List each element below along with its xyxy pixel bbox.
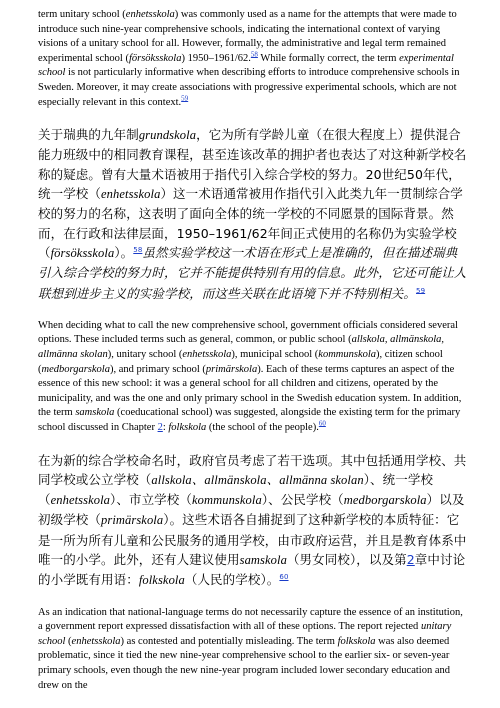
italic-term: enhetsskola: [182, 349, 232, 361]
text: 关于瑞典的九年制: [38, 127, 139, 143]
text: ）以及初级学校（: [38, 492, 465, 528]
text: ）这一术语通常被用作指代引入此类九年一贯制综合学校的努力的名称，这表明了面向全体的统一学校的不同愿景的国际背景。然而，在行政和法律层面，1950–1961/62年间正式使用的名称仍为实验学校（: [38, 186, 463, 260]
footnote-link-59[interactable]: 59: [416, 286, 426, 295]
italic-term: medborgarskola: [41, 363, 110, 375]
italic-term: försöksskola: [50, 245, 115, 260]
text: ）。这些术语各自捕捉到了这种新学校的本质特征：它是一所为所有儿童和公民服务的通用学校，由市政府运营，并且是教育体系中唯一的小学。此外，还有人建议使用: [38, 512, 467, 568]
text: term unitary school (: [38, 9, 126, 20]
footnote-link-60[interactable]: 60: [279, 573, 289, 582]
text: (the school of the people).: [206, 421, 319, 433]
text: ）。: [114, 244, 134, 260]
footnote-link-59[interactable]: 59: [181, 94, 189, 103]
text: ), unitary school (: [107, 349, 183, 361]
italic-term: folkskola: [138, 573, 185, 588]
footnote-link-60[interactable]: 60: [318, 419, 326, 428]
chapter-link[interactable]: 2: [157, 421, 163, 433]
italic-term: experimental school: [38, 52, 454, 79]
paragraph-1-chinese: [38, 125, 468, 304]
text: ) 1950–1961/62.: [181, 52, 251, 64]
text: （人民的学校）。: [184, 572, 280, 588]
italic-term: primärskola: [205, 363, 258, 375]
text: （男女同校），以及第: [286, 552, 407, 568]
italic-term: grundskola: [138, 128, 197, 143]
italic-term: primärskola: [101, 513, 164, 528]
footnote-link-58[interactable]: 58: [250, 50, 258, 59]
italic-term: kommunskola: [191, 493, 262, 508]
document-page: [38, 8, 468, 708]
italic-term: allskola, allmänskola, allmänna skolan: [38, 334, 445, 361]
text: is not particularly informative when describing efforts to introduce comprehensive schools in Sweden. Moreover, it may create associations with progressive experimental schools, which are not especially relevant in this context.: [38, 67, 460, 108]
text: ）、市立学校（: [110, 492, 192, 508]
paragraph-2-chinese: [38, 451, 468, 591]
italic-term: enhetsskola: [125, 9, 175, 20]
text: ) was commonly used as a name for the attempts that were made to introduce such nine-year comprehensive schools, indicating the international context of varying visions of a unitary school for all. However, formally, the administrative and legal term remained experimental school (: [38, 9, 457, 64]
text: was also deemed problematic, since it tied the new nine-year comprehensive school to the earlier six- or seven-year primary schools, even though the new nine-year program included lower secondary education and drew on the: [38, 635, 450, 691]
text: ), and primary school (: [109, 363, 206, 375]
text: When deciding what to call the new comprehensive school, government officials considered several options. These included terms such as general, common, or public school (: [38, 319, 458, 346]
paragraph-1-english: [38, 8, 468, 110]
italic-term: unitary school: [38, 621, 452, 647]
text: (coeducational school) was suggested, alongside the existing term for the primary school discussed in Chapter: [38, 407, 461, 433]
italic-term: folkskola: [168, 421, 207, 433]
italic-term: folkskola: [337, 635, 376, 647]
text: ）、公民学校（: [261, 492, 344, 508]
italic-term: samskola: [75, 407, 115, 419]
text: ), municipal school (: [231, 349, 319, 361]
paragraph-3-english: [38, 606, 468, 694]
italic-term: kommunskola: [318, 349, 377, 361]
italic-term: försöksskola: [128, 52, 182, 64]
italic-term: medborgarskola: [343, 493, 427, 508]
text: :: [162, 421, 169, 433]
text: As an indication that national-language terms do not necessarily capture the essence of an institution, a government report expressed dissatisfaction with all of these options. The report rejected: [38, 606, 463, 633]
paragraph-2-english: [38, 319, 468, 436]
text: ), citizen school (: [38, 349, 443, 375]
italic-term: enhetsskola: [50, 493, 111, 508]
text: ). Each of these terms captures an aspect of the essence of this new school: it was a general school for all children and citizens, operated by the municipality, and was the one and only primary school in the Swedish education system. In addition, the term: [38, 363, 462, 419]
italic-term: allskola、allmänskola、allmänna skolan: [151, 472, 364, 487]
text: 章中讨论的小学既有用语：: [38, 552, 466, 588]
text: ，它为所有学龄儿童（在很大程度上）提供混合能力班级中的相同教育课程，甚至连该改革的拥护者也表达了对这种新学校名称的疑虑。曾有大量术语被用于指代引入综合学校的努力。20世纪50年代，统一学校（: [38, 127, 467, 202]
footnote-link-58[interactable]: 58: [133, 245, 143, 254]
italic-term: enhetsskola: [71, 635, 121, 647]
text: ）、统一学校（: [38, 471, 434, 508]
text: 在为新的综合学校命名时，政府官员考虑了若干选项。其中包括通用学校、共同学校或公立学校（: [38, 452, 467, 487]
chapter-link[interactable]: 2: [406, 552, 415, 568]
italic-term: enhetsskola: [101, 187, 161, 202]
italic-text: 虽然实验学校这一术语在形式上是准确的，但在描述瑞典引入综合学校的努力时，它并不能提供特别有用的信息。此外，它还可能让人联想到进步主义的实验学校，而这些关联在此语境下并不特别相关。: [38, 245, 467, 301]
text: (: [65, 635, 72, 647]
italic-term: samskola: [239, 553, 287, 568]
text: While formally correct, the term: [257, 52, 400, 64]
text: ) as contested and potentially misleading. The term: [120, 635, 338, 647]
